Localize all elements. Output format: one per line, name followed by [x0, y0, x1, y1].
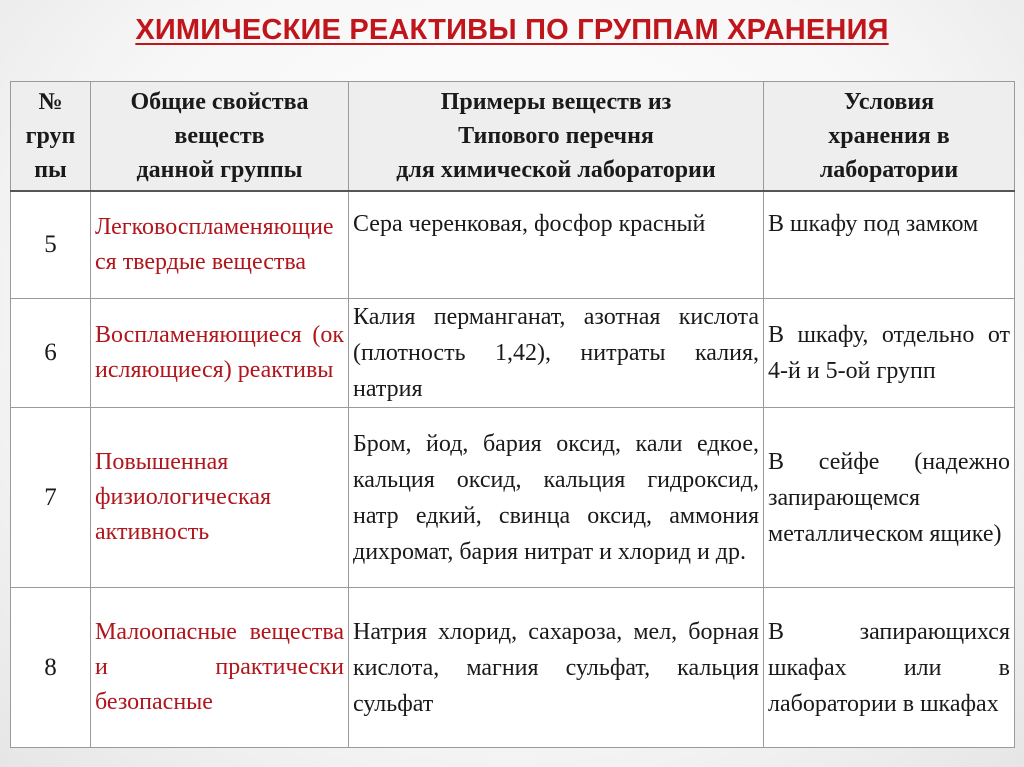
header-examples: Примеры веществ из Типового перечня для химической лаборатории — [349, 82, 764, 191]
properties-cell: Легковоспламеняющиеся твердые вещества — [91, 191, 349, 299]
conditions-cell: В сейфе (надежно запирающемся металлическом ящике) — [764, 408, 1015, 588]
header-conditions: Условия хранения в лаборатории — [764, 82, 1015, 191]
conditions-cell: В шкафу, отдельно от 4-й и 5-ой групп — [764, 299, 1015, 408]
table-row — [11, 299, 1015, 408]
group-number-cell: 5 — [11, 191, 91, 299]
header-group-number: № груп пы — [11, 82, 91, 191]
table-header-row — [11, 82, 1015, 191]
storage-groups-table — [10, 81, 1015, 748]
examples-cell: Натрия хлорид, сахароза, мел, борная кислота, магния сульфат, кальция сульфат — [349, 588, 764, 748]
header-properties: Общие свойства веществ данной группы — [91, 82, 349, 191]
group-number-cell: 6 — [11, 299, 91, 408]
table-row — [11, 191, 1015, 299]
conditions-cell: В запирающихся шкафах или в лаборатории в шкафах — [764, 588, 1015, 748]
properties-cell: Повышенная физиологическая активность — [91, 408, 349, 588]
conditions-cell: В шкафу под замком — [764, 191, 1015, 299]
properties-cell: Малоопасные вещества и практически безопасные — [91, 588, 349, 748]
group-number-cell: 8 — [11, 588, 91, 748]
table-row — [11, 408, 1015, 588]
examples-cell: Бром, йод, бария оксид, кали едкое, кальция оксид, кальция гидроксид, натр едкий, свинца оксид, аммония дихромат, бария нитрат и хлорид и др. — [349, 408, 764, 588]
group-number-cell: 7 — [11, 408, 91, 588]
properties-cell: Воспламеняющиеся (окисляющиеся) реактивы — [91, 299, 349, 408]
page-title: ХИМИЧЕСКИЕ РЕАКТИВЫ ПО ГРУППАМ ХРАНЕНИЯ — [135, 14, 889, 46]
examples-cell: Калия перманганат, азотная кислота (плотность 1,42), нитраты калия, натрия — [349, 299, 764, 408]
table-row — [11, 588, 1015, 748]
examples-cell: Сера черенковая, фосфор красный — [349, 191, 764, 299]
